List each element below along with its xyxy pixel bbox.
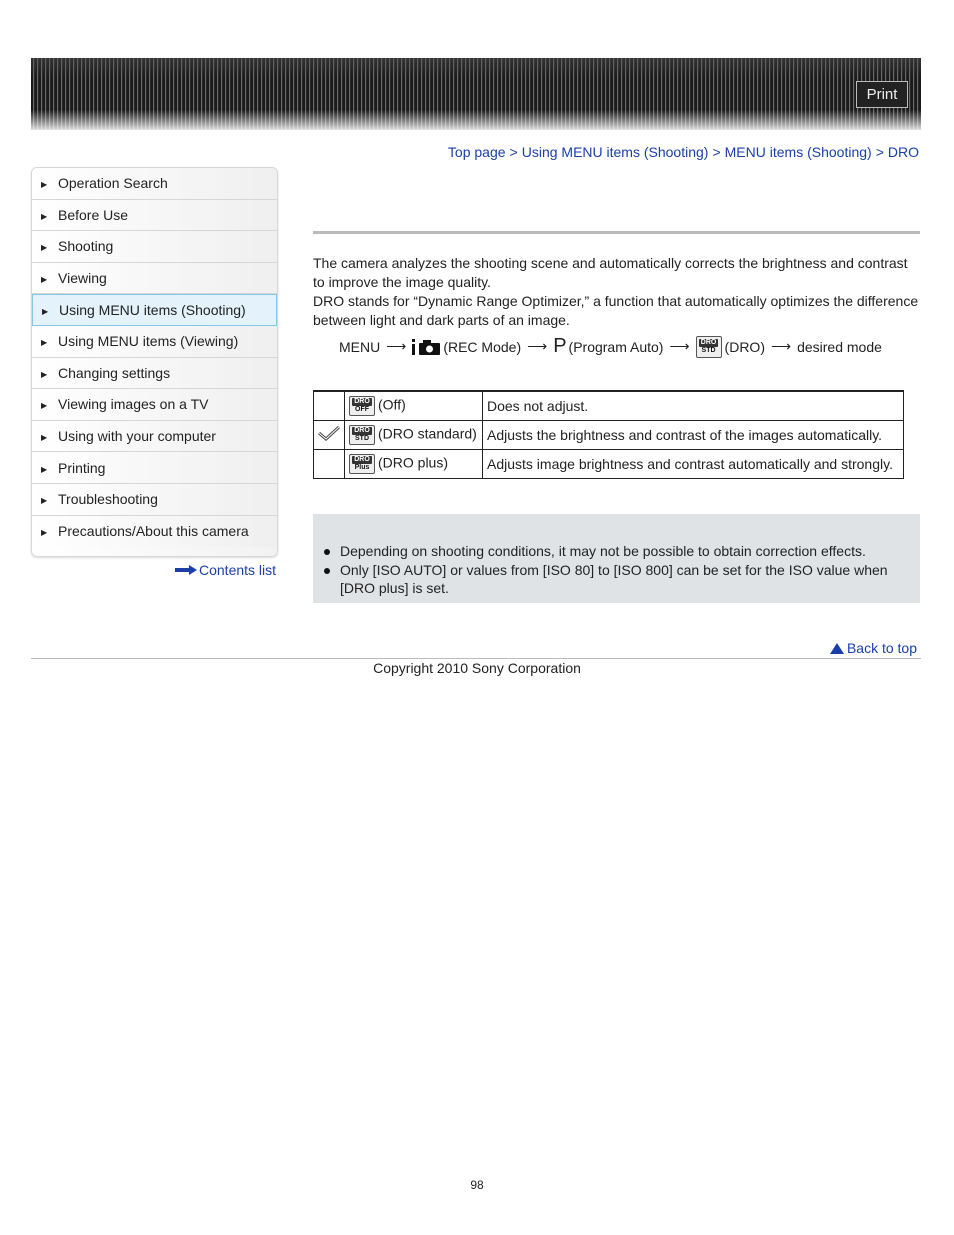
table-row <box>314 449 904 478</box>
description-paragraph: The camera analyzes the shooting scene and automatically corrects the brightness and contrast to improve the image quality. <box>313 255 908 290</box>
sidebar-item-operation-search[interactable] <box>32 168 277 200</box>
caret-right-icon: ▶ <box>41 528 48 538</box>
list-item: Depending on shooting conditions, it may not be possible to obtain correction effects. <box>323 542 908 560</box>
sidebar-item-label: Shooting <box>58 238 114 255</box>
check-cell <box>314 391 345 420</box>
dro-modes-table <box>313 390 904 479</box>
sidebar-item-using-menu-viewing[interactable] <box>32 326 277 358</box>
menu-path-menu: MENU <box>339 338 381 355</box>
program-auto-icon: P <box>553 335 567 357</box>
check-cell <box>314 449 345 478</box>
sidebar-item-label: Troubleshooting <box>58 491 158 508</box>
sidebar-item-changing-settings[interactable] <box>32 358 277 390</box>
sidebar-item-viewing-on-tv[interactable] <box>32 389 277 421</box>
menu-path <box>339 335 882 358</box>
page-number: 98 <box>470 1178 484 1192</box>
arrow-right-icon: ⟶ <box>386 338 407 354</box>
caret-right-icon: ▶ <box>41 496 48 506</box>
breadcrumb-top-page[interactable]: Top page <box>447 144 506 160</box>
description <box>313 254 920 330</box>
mode-desc-cell: Adjusts image brightness and contrast automatically and strongly. <box>483 449 904 478</box>
rec-mode-camera-icon <box>412 338 440 356</box>
sidebar-item-label: Operation Search <box>58 175 168 192</box>
caret-right-icon: ▶ <box>41 338 48 348</box>
arrow-right-icon <box>175 565 197 575</box>
title-divider <box>313 231 920 234</box>
sidebar-nav <box>31 167 278 557</box>
sidebar-item-label: Precautions/About this camera <box>58 523 249 540</box>
caret-right-icon: ▶ <box>41 275 48 285</box>
caret-right-icon: ▶ <box>42 307 49 317</box>
breadcrumb-separator: > <box>712 144 721 160</box>
sidebar-item-using-with-computer[interactable] <box>32 421 277 453</box>
menu-path-dro: (DRO) <box>724 338 765 355</box>
caret-right-icon: ▶ <box>41 401 48 411</box>
dro-std-icon: DRO STD <box>696 336 722 358</box>
breadcrumb-separator: > <box>875 144 884 160</box>
breadcrumb-dro[interactable]: DRO <box>887 144 919 160</box>
caret-right-icon: ▶ <box>41 369 48 379</box>
sidebar-item-precautions[interactable] <box>32 516 277 548</box>
dro-std-icon: DRO STD <box>349 425 375 445</box>
description-paragraph: DRO stands for “Dynamic Range Optimizer,” a function that automatically optimizes the difference between light and dark parts of an image. <box>313 293 919 328</box>
checkmark-icon <box>318 425 340 441</box>
breadcrumb <box>448 144 919 160</box>
print-button[interactable]: Print <box>856 81 908 108</box>
caret-right-icon: ▶ <box>41 433 48 443</box>
mode-desc-cell: Does not adjust. <box>483 391 904 420</box>
sidebar-item-before-use[interactable] <box>32 200 277 232</box>
contents-list-label: Contents list <box>199 562 277 578</box>
sidebar-item-label: Changing settings <box>58 364 171 381</box>
sidebar-item-label: Using with your computer <box>58 428 216 445</box>
sidebar-item-troubleshooting[interactable] <box>32 484 277 516</box>
back-to-top-link[interactable] <box>830 640 917 656</box>
breadcrumb-menu-items-shooting[interactable]: MENU items (Shooting) <box>724 144 872 160</box>
sidebar-item-label: Viewing <box>58 270 107 287</box>
sidebar-item-printing[interactable] <box>32 452 277 484</box>
dro-plus-icon: DRO Plus <box>349 454 375 474</box>
breadcrumb-using-menu-shooting[interactable]: Using MENU items (Shooting) <box>521 144 709 160</box>
sidebar-item-viewing[interactable] <box>32 263 277 295</box>
menu-path-desired-mode: desired mode <box>797 338 882 355</box>
table-row <box>314 420 904 449</box>
sidebar-item-label: Printing <box>58 459 106 476</box>
list-item: Only [ISO AUTO] or values from [ISO 80] to [ISO 800] can be set for the ISO value when [DRO plus] is set. <box>323 561 908 597</box>
sidebar-item-label: Before Use <box>58 206 129 223</box>
caret-right-icon: ▶ <box>41 464 48 474</box>
arrow-right-icon: ⟶ <box>669 338 690 354</box>
notes-box <box>313 514 920 603</box>
menu-path-rec-mode: (REC Mode) <box>443 338 522 355</box>
caret-right-icon: ▶ <box>41 243 48 253</box>
mode-name-cell: DRO Plus (DRO plus) <box>345 449 483 478</box>
arrow-right-icon: ⟶ <box>527 338 548 354</box>
check-cell <box>314 420 345 449</box>
sidebar-item-shooting[interactable] <box>32 231 277 263</box>
menu-path-program-auto: (Program Auto) <box>568 338 664 355</box>
footer-divider <box>31 658 921 659</box>
back-to-top-label: Back to top <box>846 640 917 656</box>
contents-list-link[interactable] <box>175 562 276 578</box>
arrow-right-icon: ⟶ <box>770 338 792 354</box>
breadcrumb-separator: > <box>509 144 518 160</box>
triangle-up-icon <box>830 643 844 654</box>
mode-name-cell: DRO STD (DRO standard) <box>345 420 483 449</box>
caret-right-icon: ▶ <box>41 211 48 221</box>
header-banner <box>31 58 921 130</box>
copyright: Copyright 2010 Sony Corporation <box>373 660 581 676</box>
sidebar-item-label: Using MENU items (Shooting) <box>59 302 246 319</box>
mode-desc-cell: Adjusts the brightness and contrast of the images automatically. <box>483 420 904 449</box>
dro-off-icon: DRO OFF <box>349 396 375 416</box>
mode-name-cell: DRO OFF (Off) <box>345 391 483 420</box>
notes-list <box>323 542 908 598</box>
sidebar-item-label: Using MENU items (Viewing) <box>58 333 239 350</box>
caret-right-icon: ▶ <box>41 180 48 190</box>
sidebar-item-using-menu-shooting[interactable] <box>32 294 277 326</box>
sidebar-item-label: Viewing images on a TV <box>58 396 209 413</box>
table-row <box>314 391 904 420</box>
